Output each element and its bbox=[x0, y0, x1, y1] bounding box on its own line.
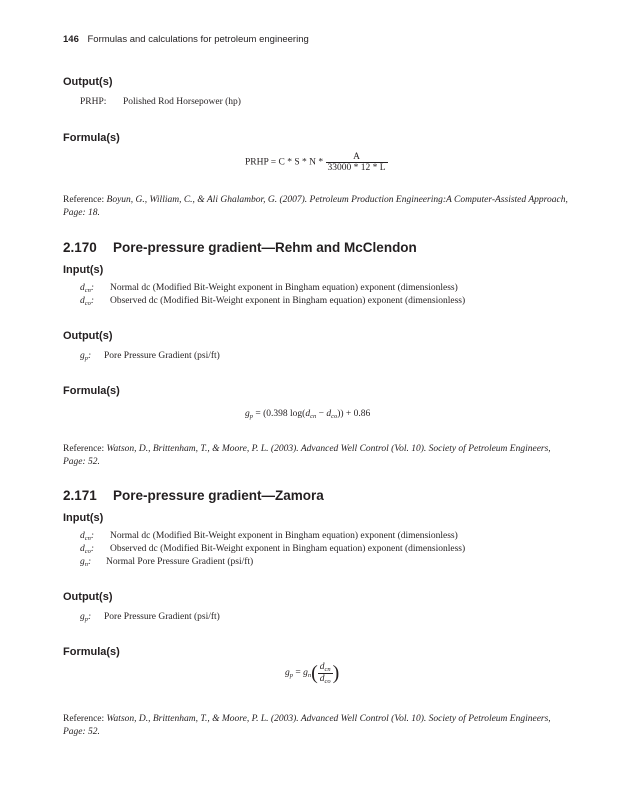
input-heading-2-171: Input(s) bbox=[63, 512, 104, 524]
output-heading-2-171: Output(s) bbox=[63, 591, 113, 603]
section-number: 2.171 bbox=[63, 488, 97, 503]
output-symbol: $g_p$: bbox=[80, 612, 92, 623]
input-symbol: $d_{cn}$: bbox=[80, 283, 95, 294]
formula-heading-2-170: Formula(s) bbox=[63, 385, 120, 397]
section-heading-2-171 bbox=[63, 488, 324, 503]
formula-zamora: $g_p = g_n$( $\frac{d_{cn}}{d_{co}}$ ) bbox=[285, 662, 340, 685]
output-desc-prhp: Polished Rod Horsepower (hp) bbox=[123, 97, 241, 107]
formula-zamora-fraction bbox=[318, 662, 333, 685]
section-title: Pore-pressure gradient—Rehm and McClendon bbox=[113, 240, 417, 255]
reference-2-170 bbox=[63, 443, 573, 469]
reference-label: Reference: bbox=[63, 714, 107, 724]
output-symbol-prhp: PRHP: bbox=[80, 97, 107, 107]
input-symbol: $d_{co}$: bbox=[80, 296, 95, 307]
reference-label: Reference: bbox=[63, 444, 107, 454]
output-heading-top: Output(s) bbox=[63, 76, 113, 88]
running-title: Formulas and calculations for petroleum engineering bbox=[87, 34, 309, 45]
formula-heading-2-171: Formula(s) bbox=[63, 646, 120, 658]
input-symbol: $d_{co}$: bbox=[80, 544, 95, 555]
output-heading-2-170: Output(s) bbox=[63, 330, 113, 342]
reference-citation: Boyun, G., William, C., & Ali Ghalambor, G. (2007). Petroleum Production Engineering:A Computer-Assisted Approach, Page: 18. bbox=[63, 195, 568, 218]
formula-heading-top: Formula(s) bbox=[63, 132, 120, 144]
formula-prhp-numerator: A bbox=[326, 152, 388, 163]
input-symbol: $d_{cn}$: bbox=[80, 531, 95, 542]
reference-2-171 bbox=[63, 713, 573, 739]
input-desc: Normal dc (Modified Bit-Weight exponent in Bingham equation) exponent (dimensionless) bbox=[110, 531, 458, 541]
running-header bbox=[63, 34, 309, 45]
formula-prhp bbox=[245, 152, 388, 173]
input-desc: Observed dc (Modified Bit-Weight exponent in Bingham equation) exponent (dimensionless) bbox=[110, 296, 466, 306]
input-symbol: $g_n$: bbox=[80, 557, 92, 568]
formula-rehm-mcclendon: $g_p = (0.398$ $\log(d_{cn} - d_{co})) + 0.86$ bbox=[245, 409, 371, 420]
formula-prhp-lhs: PRHP = C * S * N * bbox=[245, 157, 324, 168]
output-desc: Pore Pressure Gradient (psi/ft) bbox=[104, 351, 220, 361]
section-title: Pore-pressure gradient—Zamora bbox=[113, 488, 324, 503]
output-desc: Pore Pressure Gradient (psi/ft) bbox=[104, 612, 220, 622]
reference-citation: Watson, D., Brittenham, T., & Moore, P. L. (2003). Advanced Well Control (Vol. 10). Society of Petroleum Engineers, Page: 52. bbox=[63, 714, 551, 737]
input-desc: Normal dc (Modified Bit-Weight exponent in Bingham equation) exponent (dimensionless) bbox=[110, 283, 458, 293]
reference-top bbox=[63, 194, 573, 220]
reference-label: Reference: bbox=[63, 195, 107, 205]
reference-citation: Watson, D., Brittenham, T., & Moore, P. L. (2003). Advanced Well Control (Vol. 10). Society of Petroleum Engineers, Page: 52. bbox=[63, 444, 551, 467]
formula-prhp-denominator: 33000 * 12 * L bbox=[327, 163, 386, 173]
input-desc: Normal Pore Pressure Gradient (psi/ft) bbox=[106, 557, 254, 567]
input-desc: Observed dc (Modified Bit-Weight exponent in Bingham equation) exponent (dimensionless) bbox=[110, 544, 466, 554]
input-heading-2-170: Input(s) bbox=[63, 264, 104, 276]
section-number: 2.170 bbox=[63, 240, 97, 255]
section-heading-2-170 bbox=[63, 240, 417, 255]
formula-zamora-numerator: $d_{cn}$ bbox=[319, 662, 331, 673]
output-symbol: $g_p$: bbox=[80, 351, 92, 362]
formula-prhp-fraction bbox=[326, 152, 388, 173]
formula-zamora-denominator: $d_{co}$ bbox=[319, 674, 331, 685]
page-number: 146 bbox=[63, 34, 79, 45]
